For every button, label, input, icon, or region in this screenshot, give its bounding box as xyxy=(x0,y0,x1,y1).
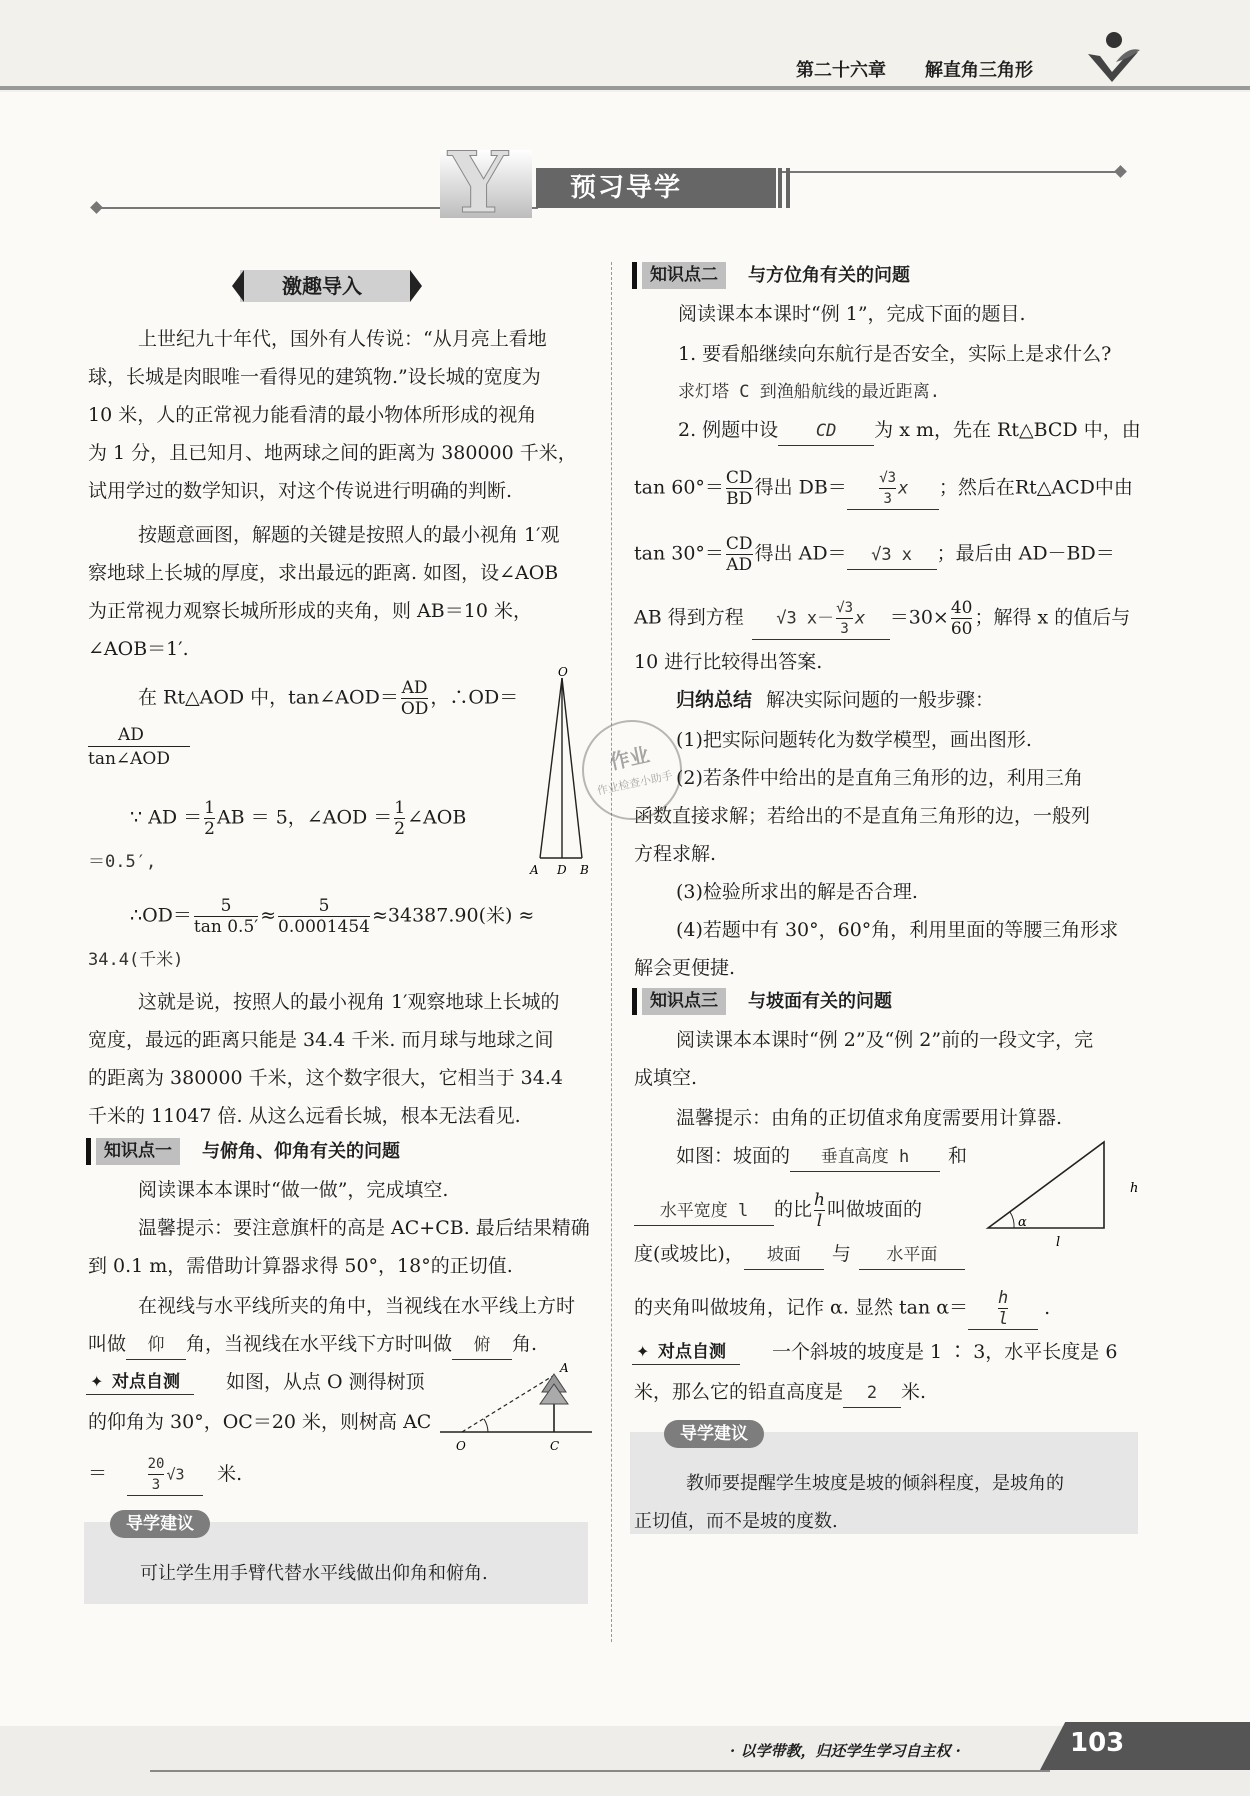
kp2-q2-post: 为 x m，先在 Rt△BCD 中，由 xyxy=(874,419,1141,441)
summary-line xyxy=(676,686,994,714)
kp2-question-1: 1. 要看船继续向东航行是否安全，实际上是求什么? xyxy=(678,343,1112,365)
right-guide-line-2: 正切值，而不是坡的度数. xyxy=(634,1511,838,1532)
because-prefix: ∵ AD ＝ xyxy=(130,806,203,829)
tan60-line xyxy=(634,468,1133,510)
page-number: 103 xyxy=(1070,1728,1125,1758)
banner-dot-left xyxy=(90,201,103,214)
tan60-ans-frac xyxy=(879,468,896,509)
banner-title-stripe xyxy=(778,168,782,208)
kp3-s1-answer: 垂直高度 h xyxy=(790,1143,940,1172)
st1-eq: ＝ xyxy=(88,1462,108,1485)
tan60-num: CD xyxy=(725,468,753,488)
kp3-line-1: 阅读课本本课时“例 2”及“例 2”前的一段文字，完 xyxy=(676,1029,1094,1051)
kp2-q2-pre: 2. 例题中设 xyxy=(678,419,779,441)
conclusion-line-4: 千米的 11047 倍. 从这么远看长城，根本无法看见. xyxy=(88,1105,521,1127)
eq-post: ；解得 x 的值后与 xyxy=(974,606,1131,629)
tan60-ans-den: 3 xyxy=(883,491,892,507)
tan30-line xyxy=(634,534,1115,575)
conclusion-line-1: 这就是说，按照人的最小视角 1′观察地球上长城的 xyxy=(138,991,560,1013)
slope-label-h: h xyxy=(1130,1181,1139,1196)
banner-line-right xyxy=(780,171,1120,173)
kp2-heading xyxy=(632,260,1132,290)
tan60-frac xyxy=(726,468,753,509)
stamp-line-2: 作业检查小助手 xyxy=(595,768,674,798)
intro-line-1: 上世纪九十年代，国外有人传说：“从月亮上看地 xyxy=(138,328,547,350)
summary-line-4: 方程求解. xyxy=(634,843,717,865)
summary-line-5: (3)检验所求出的解是否合理. xyxy=(676,881,918,903)
intro-line-5: 试用学过的数学知识，对这个传说进行明确的判断. xyxy=(88,480,513,502)
kp2-tag: 知识点二 xyxy=(642,262,726,289)
tan60-post: ；然后在Rt△ACD中由 xyxy=(938,476,1133,499)
kp2-line-1: 阅读课本本课时“例 1”，完成下面的题目. xyxy=(678,303,1026,325)
tree-label-o: O xyxy=(456,1439,466,1453)
fig-label-a: A xyxy=(530,863,539,877)
summary-line-2: (2)若条件中给出的是直角三角形的边，利用三角 xyxy=(676,767,1083,789)
kp3-s4-frac xyxy=(998,1288,1008,1329)
summary-line-7: 解会更便捷. xyxy=(634,957,736,979)
left-guide-text: 可让学生用手臂代替水平线做出仰角和俯角. xyxy=(140,1563,488,1584)
banner-title-stripe2 xyxy=(786,168,790,208)
tree-figure xyxy=(436,1360,596,1456)
banner-letter: Y xyxy=(448,133,508,232)
st1-unit: 米. xyxy=(217,1462,243,1485)
slope-angle-arc xyxy=(1010,1212,1014,1228)
therefore-line xyxy=(130,896,534,937)
conclusion-line-3: 的距离为 380000 千米，这个数字很大，它相当于 34.4 xyxy=(88,1067,563,1089)
kp3-s1-post: 和 xyxy=(948,1145,968,1167)
half-fraction-1 xyxy=(204,798,215,839)
t-num2: 5 xyxy=(278,896,370,917)
st2-l2-post: 米. xyxy=(901,1381,927,1403)
kp3-s3-pre: 度(或坡比)， xyxy=(634,1243,744,1265)
kp3-sentence-1 xyxy=(676,1142,967,1172)
kp2-bar xyxy=(632,262,637,289)
kp1-heading xyxy=(86,1136,586,1166)
kp3-s2-frac xyxy=(814,1190,825,1231)
kp1-line-1: 阅读课本本课时“做一做”，完成填空. xyxy=(138,1179,449,1201)
chapter-logo-icon xyxy=(1082,28,1142,88)
eq-ans-var: x xyxy=(855,608,866,629)
summary-line-1: (1)把实际问题转化为数学模型，画出图形. xyxy=(676,729,1032,751)
self-test-2-label: ✦ 对点自测 xyxy=(632,1340,740,1365)
self-test-1-label: ✦ 对点自测 xyxy=(86,1370,194,1395)
calc2-fraction xyxy=(88,724,190,771)
half-den-1: 2 xyxy=(204,819,215,839)
kp3-sentence-4 xyxy=(634,1288,1050,1330)
kp3-sentence-3 xyxy=(634,1240,965,1270)
because-line xyxy=(130,798,466,839)
calc2-den: tan∠AOD xyxy=(88,749,171,769)
half-den-2: 2 xyxy=(394,819,406,839)
slope-label-alpha: α xyxy=(1018,1215,1027,1230)
kp3-s2-den: l xyxy=(816,1211,823,1231)
tree-crown-bottom xyxy=(540,1384,568,1404)
tan60-mid: 得出 DB＝ xyxy=(754,476,847,499)
intro-title-corner-left xyxy=(232,270,244,302)
kp3-s2-answer: 水平宽度 l xyxy=(634,1197,774,1226)
chapter-number: 第二十六章 xyxy=(796,60,886,81)
analysis-line-1: 按题意画图，解题的关键是按照人的最小视角 1′观 xyxy=(138,524,560,546)
kp1-fill-mid: 角，当视线在水平线下方时叫做 xyxy=(186,1333,453,1355)
kp3-line-2: 成填空. xyxy=(634,1067,698,1089)
kp1-line-3: 到 0.1 m，需借助计算器求得 50°，18°的正切值. xyxy=(88,1255,513,1277)
fig-label-o: O xyxy=(558,666,568,679)
kp3-tip: 温馨提示：由角的正切值求角度需要用计算器. xyxy=(676,1107,1063,1129)
calc-suffix: ，∴OD＝ xyxy=(430,686,519,709)
calc2-num: AD xyxy=(88,724,190,747)
tan60-answer xyxy=(847,468,939,510)
eq-ans-frac xyxy=(836,598,853,639)
header-rule xyxy=(0,86,1250,90)
summary-line-6: (4)若题中有 30°，60°角，利用里面的等腰三角形求 xyxy=(676,919,1119,941)
slope-triangle xyxy=(988,1142,1104,1228)
therefore-frac-1 xyxy=(194,896,258,937)
kp1-tag: 知识点一 xyxy=(96,1138,180,1165)
kp3-s4-answer xyxy=(968,1288,1038,1330)
kp3-s2-mid: 的比 xyxy=(774,1198,813,1221)
eq-mid: ＝30× xyxy=(889,606,949,629)
kp2-question-2 xyxy=(678,416,1141,446)
eq-ans-den: 3 xyxy=(840,621,849,637)
t-result: ≈34387.90(米) ≈ xyxy=(371,904,535,927)
intro-line-4: 为 1 分，且已知月、地两球之间的距离为 380000 千米， xyxy=(88,442,577,464)
kp1-answer-1: 仰 xyxy=(126,1331,186,1360)
calc-fraction-den: OD xyxy=(400,699,429,719)
equation-line-2: 10 进行比较得出答案. xyxy=(634,651,823,673)
intro-title-corner-right xyxy=(410,270,422,302)
half-num-2: 1 xyxy=(394,798,406,818)
footer-motto: · 以学带教，归还学生学习自主权 · xyxy=(730,1742,961,1760)
half-num-1: 1 xyxy=(204,798,215,818)
st1-line-1: 如图，从点 O 测得树顶 xyxy=(226,1371,425,1393)
kp1-fill-prefix: 叫做 xyxy=(88,1333,127,1355)
kp3-s4-post: . xyxy=(1044,1296,1051,1319)
therefore-prefix: ∴OD＝ xyxy=(130,904,192,927)
analysis-line-2: 察地球上长城的厚度，求出最远的距离. 如图，设∠AOB xyxy=(88,562,559,584)
eq-pre: AB 得到方程 xyxy=(634,606,744,629)
fig-line-oa xyxy=(540,678,562,858)
tree-label-c: C xyxy=(550,1439,560,1453)
because-line-2: ＝0.5′, xyxy=(88,852,157,872)
because-end: ∠AOB xyxy=(407,806,467,829)
eq-ans-num: √3 xyxy=(836,598,853,619)
t-den1: tan 0.5′ xyxy=(193,917,259,937)
fig-label-d: D xyxy=(557,863,567,877)
banner-title: 预习导学 xyxy=(570,173,683,203)
self-test-1-tag xyxy=(86,1370,194,1396)
calc-fraction-num: AD xyxy=(401,678,428,698)
kp3-s4-pre: 的夹角叫做坡角，记作 α. 显然 tan α＝ xyxy=(634,1296,969,1319)
self-test-2-tag xyxy=(632,1340,740,1366)
st1-answer-frac xyxy=(148,1454,165,1495)
equation-line xyxy=(634,598,1130,640)
kp3-s3-mid: 与 xyxy=(831,1243,851,1265)
st2-l2-pre: 米，那么它的铅直高度是 xyxy=(634,1381,844,1403)
footer-rule xyxy=(150,1770,1050,1772)
tan30-frac xyxy=(726,534,753,575)
right-guide-tag: 导学建议 xyxy=(664,1420,764,1448)
t-approx: ≈ xyxy=(260,904,277,927)
st2-answer: 2 xyxy=(843,1379,901,1408)
conclusion-line-2: 宽度，最远的距离只能是 34.4 千米. 而月球与地球之间 xyxy=(88,1029,554,1051)
tan60-ans-num: √3 xyxy=(879,468,896,489)
calc-fraction xyxy=(401,678,429,719)
kp1-bar xyxy=(86,1138,91,1165)
kp3-tag: 知识点三 xyxy=(642,988,726,1015)
summary-line-3: 函数直接求解；若给出的不是直角三角形的边，一般列 xyxy=(634,805,1091,827)
eq-frac xyxy=(951,598,973,639)
analysis-line-4: ∠AOB＝1′. xyxy=(88,638,189,660)
st1-line-2: 的仰角为 30°，OC＝20 米，则树高 AC xyxy=(88,1411,432,1433)
kp3-title: 与坡面有关的问题 xyxy=(748,991,892,1012)
kp1-line-4: 在视线与水平线所夹的角中，当视线在水平线上方时 xyxy=(138,1295,576,1317)
calc-prefix: 在 Rt△AOD 中，tan∠AOD＝ xyxy=(138,686,399,709)
st1-ans-root: √3 xyxy=(166,1465,185,1484)
eq-den: 60 xyxy=(950,619,973,639)
tan30-mid: 得出 AD＝ xyxy=(754,542,847,565)
slope-figure xyxy=(984,1138,1144,1250)
intro-line-2: 球，长城是肉眼唯一看得见的建筑物.”设长城的宽度为 xyxy=(88,366,541,388)
right-guide-line-1: 教师要提醒学生坡度是坡的倾斜程度，是坡角的 xyxy=(686,1473,1064,1494)
tan60-pre: tan 60°＝ xyxy=(634,476,724,499)
therefore-line-2: 34.4(千米) xyxy=(88,950,184,970)
kp3-bar xyxy=(632,988,637,1015)
kp1-title: 与俯角、仰角有关的问题 xyxy=(202,1141,400,1162)
tan60-den: BD xyxy=(726,489,753,509)
eq-ans-a: √3 x－ xyxy=(776,608,835,629)
analysis-line-3: 为正常视力观察长城所形成的夹角，则 AB＝10 米， xyxy=(88,600,532,622)
tree-label-a: A xyxy=(560,1361,569,1375)
kp1-line-2: 温馨提示：要注意旗杆的高是 AC+CB. 最后结果精确 xyxy=(138,1217,590,1239)
st1-ans-den: 3 xyxy=(151,1477,161,1493)
kp1-fill-line xyxy=(88,1330,537,1360)
left-guide-tag: 导学建议 xyxy=(110,1510,210,1538)
eq-answer xyxy=(752,598,890,640)
t-den2: 0.0001454 xyxy=(278,917,370,937)
tan30-post: ；最后由 AD－BD＝ xyxy=(936,542,1115,565)
summary-title: 归纳总结 xyxy=(676,689,753,711)
kp2-title: 与方位角有关的问题 xyxy=(748,265,910,286)
tan30-pre: tan 30°＝ xyxy=(634,542,724,565)
chapter-title: 解直角三角形 xyxy=(925,60,1033,81)
intro-line-3: 10 米，人的正常视力能看清的最小物体所形成的视角 xyxy=(88,404,537,426)
calc-line xyxy=(138,678,518,719)
intro-title: 激趣导入 xyxy=(282,274,362,298)
st2-line-1: 一个斜坡的坡度是 1 ∶ 3，水平长度是 6 xyxy=(772,1341,1118,1363)
tree-angle-arc xyxy=(484,1419,488,1432)
tan30-answer: √3 x xyxy=(847,541,937,570)
therefore-frac-2 xyxy=(278,896,370,937)
eq-num: 40 xyxy=(950,598,973,618)
slope-label-l: l xyxy=(1056,1235,1061,1250)
stamp-line-1: 作业 xyxy=(607,742,652,775)
kp3-s3-answer-2: 水平面 xyxy=(859,1241,965,1270)
kp3-s2-num: h xyxy=(814,1190,825,1210)
because-mid: AB ＝ 5，∠AOD ＝ xyxy=(216,806,393,829)
t-num1: 5 xyxy=(194,896,258,917)
st2-line-2 xyxy=(634,1378,926,1408)
fig-label-b: B xyxy=(580,863,589,877)
kp3-s1-pre: 如图：坡面的 xyxy=(676,1145,791,1167)
column-divider xyxy=(611,262,612,1642)
kp2-answer-1: 求灯塔 C 到渔船航线的最近距离. xyxy=(678,382,940,402)
st1-answer-line xyxy=(88,1454,242,1496)
kp3-heading xyxy=(632,986,1132,1016)
tan60-ans-var: x xyxy=(898,478,909,499)
st1-ans-num: 20 xyxy=(148,1454,165,1475)
banner-dot-right xyxy=(1114,165,1127,178)
kp3-s2-post: 叫做坡面的 xyxy=(826,1198,922,1221)
kp3-s3-answer-1: 坡面 xyxy=(744,1241,824,1270)
st1-answer xyxy=(127,1454,203,1496)
fig-line-ob xyxy=(562,678,582,858)
kp1-answer-2: 俯 xyxy=(452,1331,512,1360)
half-fraction-2 xyxy=(394,798,405,839)
kp3-sentence-2 xyxy=(634,1190,922,1231)
kp3-s4-num: h xyxy=(997,1288,1009,1308)
kp2-q2-answer: CD xyxy=(778,417,874,446)
tan30-num: CD xyxy=(725,534,753,554)
kp1-fill-end: 角. xyxy=(512,1333,538,1355)
tan30-den: AD xyxy=(726,555,753,575)
header-band xyxy=(0,0,1250,92)
kp3-s4-den: l xyxy=(997,1309,1009,1329)
summary-intro: 解决实际问题的一般步骤： xyxy=(766,689,995,711)
